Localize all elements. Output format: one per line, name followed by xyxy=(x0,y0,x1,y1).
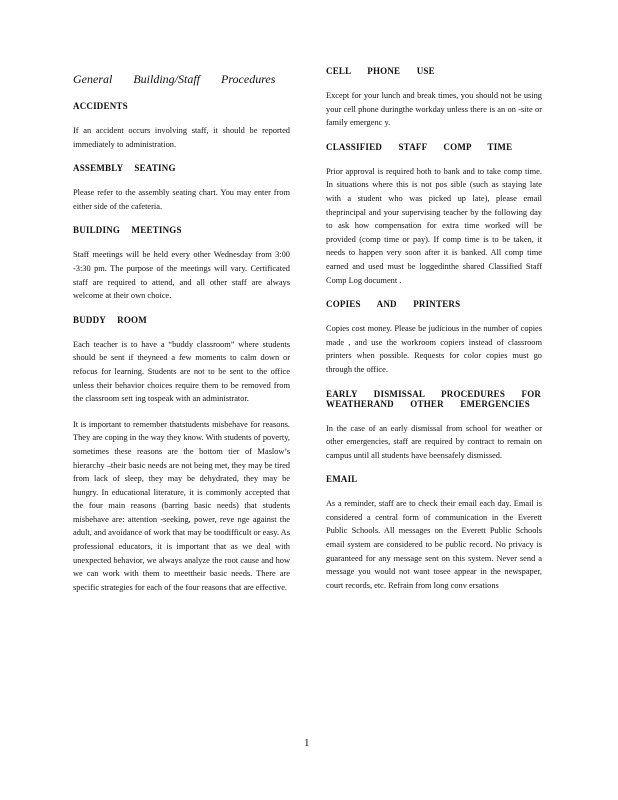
page-title: General Building/Staff Procedures xyxy=(73,72,276,86)
right-column xyxy=(326,66,542,592)
paragraph-cell-phone-use: Except for your lunch and break times, you should not be using your cell phone duringthe workday unless there is an on -site or family emergenc y. xyxy=(326,91,542,128)
heading-assembly-seating: ASSEMBLY SEATING xyxy=(73,163,176,174)
heading-classified-staff-comp-time: CLASSIFIED STAFF COMP TIME xyxy=(326,141,513,152)
heading-accidents: ACCIDENTS xyxy=(73,101,128,111)
paragraph-copies-and-printers: Copies cost money. Please be judicious in the number of copies made , and use the workroom copiers instead of classroom printers when possible. Requests for color copies must go through the office. xyxy=(326,324,542,374)
left-column xyxy=(73,66,290,594)
heading-building-meetings: BUILDING MEETINGS xyxy=(73,225,182,236)
heading-early-dismissal: EARLY DISMISSAL PROCEDURES FOR WEATHERAND OTHER EMERGENCIES xyxy=(326,388,542,409)
paragraph-buddy-room-1: Each teacher is to have a “buddy classroom” where students should be sent if theyneed a few moments to calm down or refocus for learning. Students are not to be sent to the office unless their behavior choices require them to be removed from the classroom sett ing tospeak with an administrator. xyxy=(73,339,290,404)
paragraph-email: As a reminder, staff are to check their email each day. Email is considered a central form of communication in the Everett Public Schools. All messages on the Everett Public Schools email system are considered to be public record. No privacy is guaranteed for any message sent on this system. Never send a message you would not want tosee appear in the newspaper, court records, etc. Refrain from long conv ersations xyxy=(326,499,542,590)
paragraph-early-dismissal: In the case of an early dismissal from school for weather or other emergencies, staff are required by contract to remain on campus until all students have beensafely dismissed. xyxy=(326,423,542,460)
page-number: 1 xyxy=(304,737,310,749)
heading-buddy-room: BUDDY ROOM xyxy=(73,314,147,325)
heading-cell-phone-use: CELL PHONE USE xyxy=(326,66,435,76)
heading-email: EMAIL xyxy=(326,474,358,485)
heading-copies-and-printers: COPIES AND PRINTERS xyxy=(326,299,461,310)
paragraph-buddy-room-2: It is important to remember thatstudents misbehave for reasons. They are coping in the way they know. With students of poverty, sometimes these reasons are the bottom tier of Maslow’s hierarchy –their basic needs are not being met, they may be tired from lack of sleep, they may be dehydrated, they may be hungry. In educational literature, it is commonly accepted that the four main reasons (barring basic needs) that students misbehave are: attention -seeking, power, reve nge against the adult, and avoidance of work that may be toodifficult or easy. As professional educators, it is important that as we deal with unexpected behavior, we always analyze the root cause and how we can work with them to meettheir basic needs. There are specific strategies for each of the four reasons that are effective. xyxy=(73,419,290,592)
paragraph-accidents: If an accident occurs involving staff, it should be reported immediately to administration. xyxy=(73,126,290,149)
paragraph-assembly-seating: Please refer to the assembly seating chart. You may enter from either side of the cafeteria. xyxy=(73,188,290,211)
paragraph-classified-staff-comp-time: Prior approval is required both to bank and to take comp time. In situations where this is not pos sible (such as staying late with a student who was picked up late), please email theprincipal and your supervising teacher by the following day to ask how compensation for extra time worked will be provided (comp time or pay). If comp time is to be taken, it needs to happen very soon after it is banked. All comp time earned and used must be loggedinthe shared Classified Staff Comp Log document . xyxy=(326,166,542,285)
paragraph-building-meetings: Staff meetings will be held every other Wednesday from 3:00 -3:30 pm. The purpose of the meetings will vary. Certificated staff are required to attend, and all other staff are always welcome at their own choice. xyxy=(73,250,290,301)
